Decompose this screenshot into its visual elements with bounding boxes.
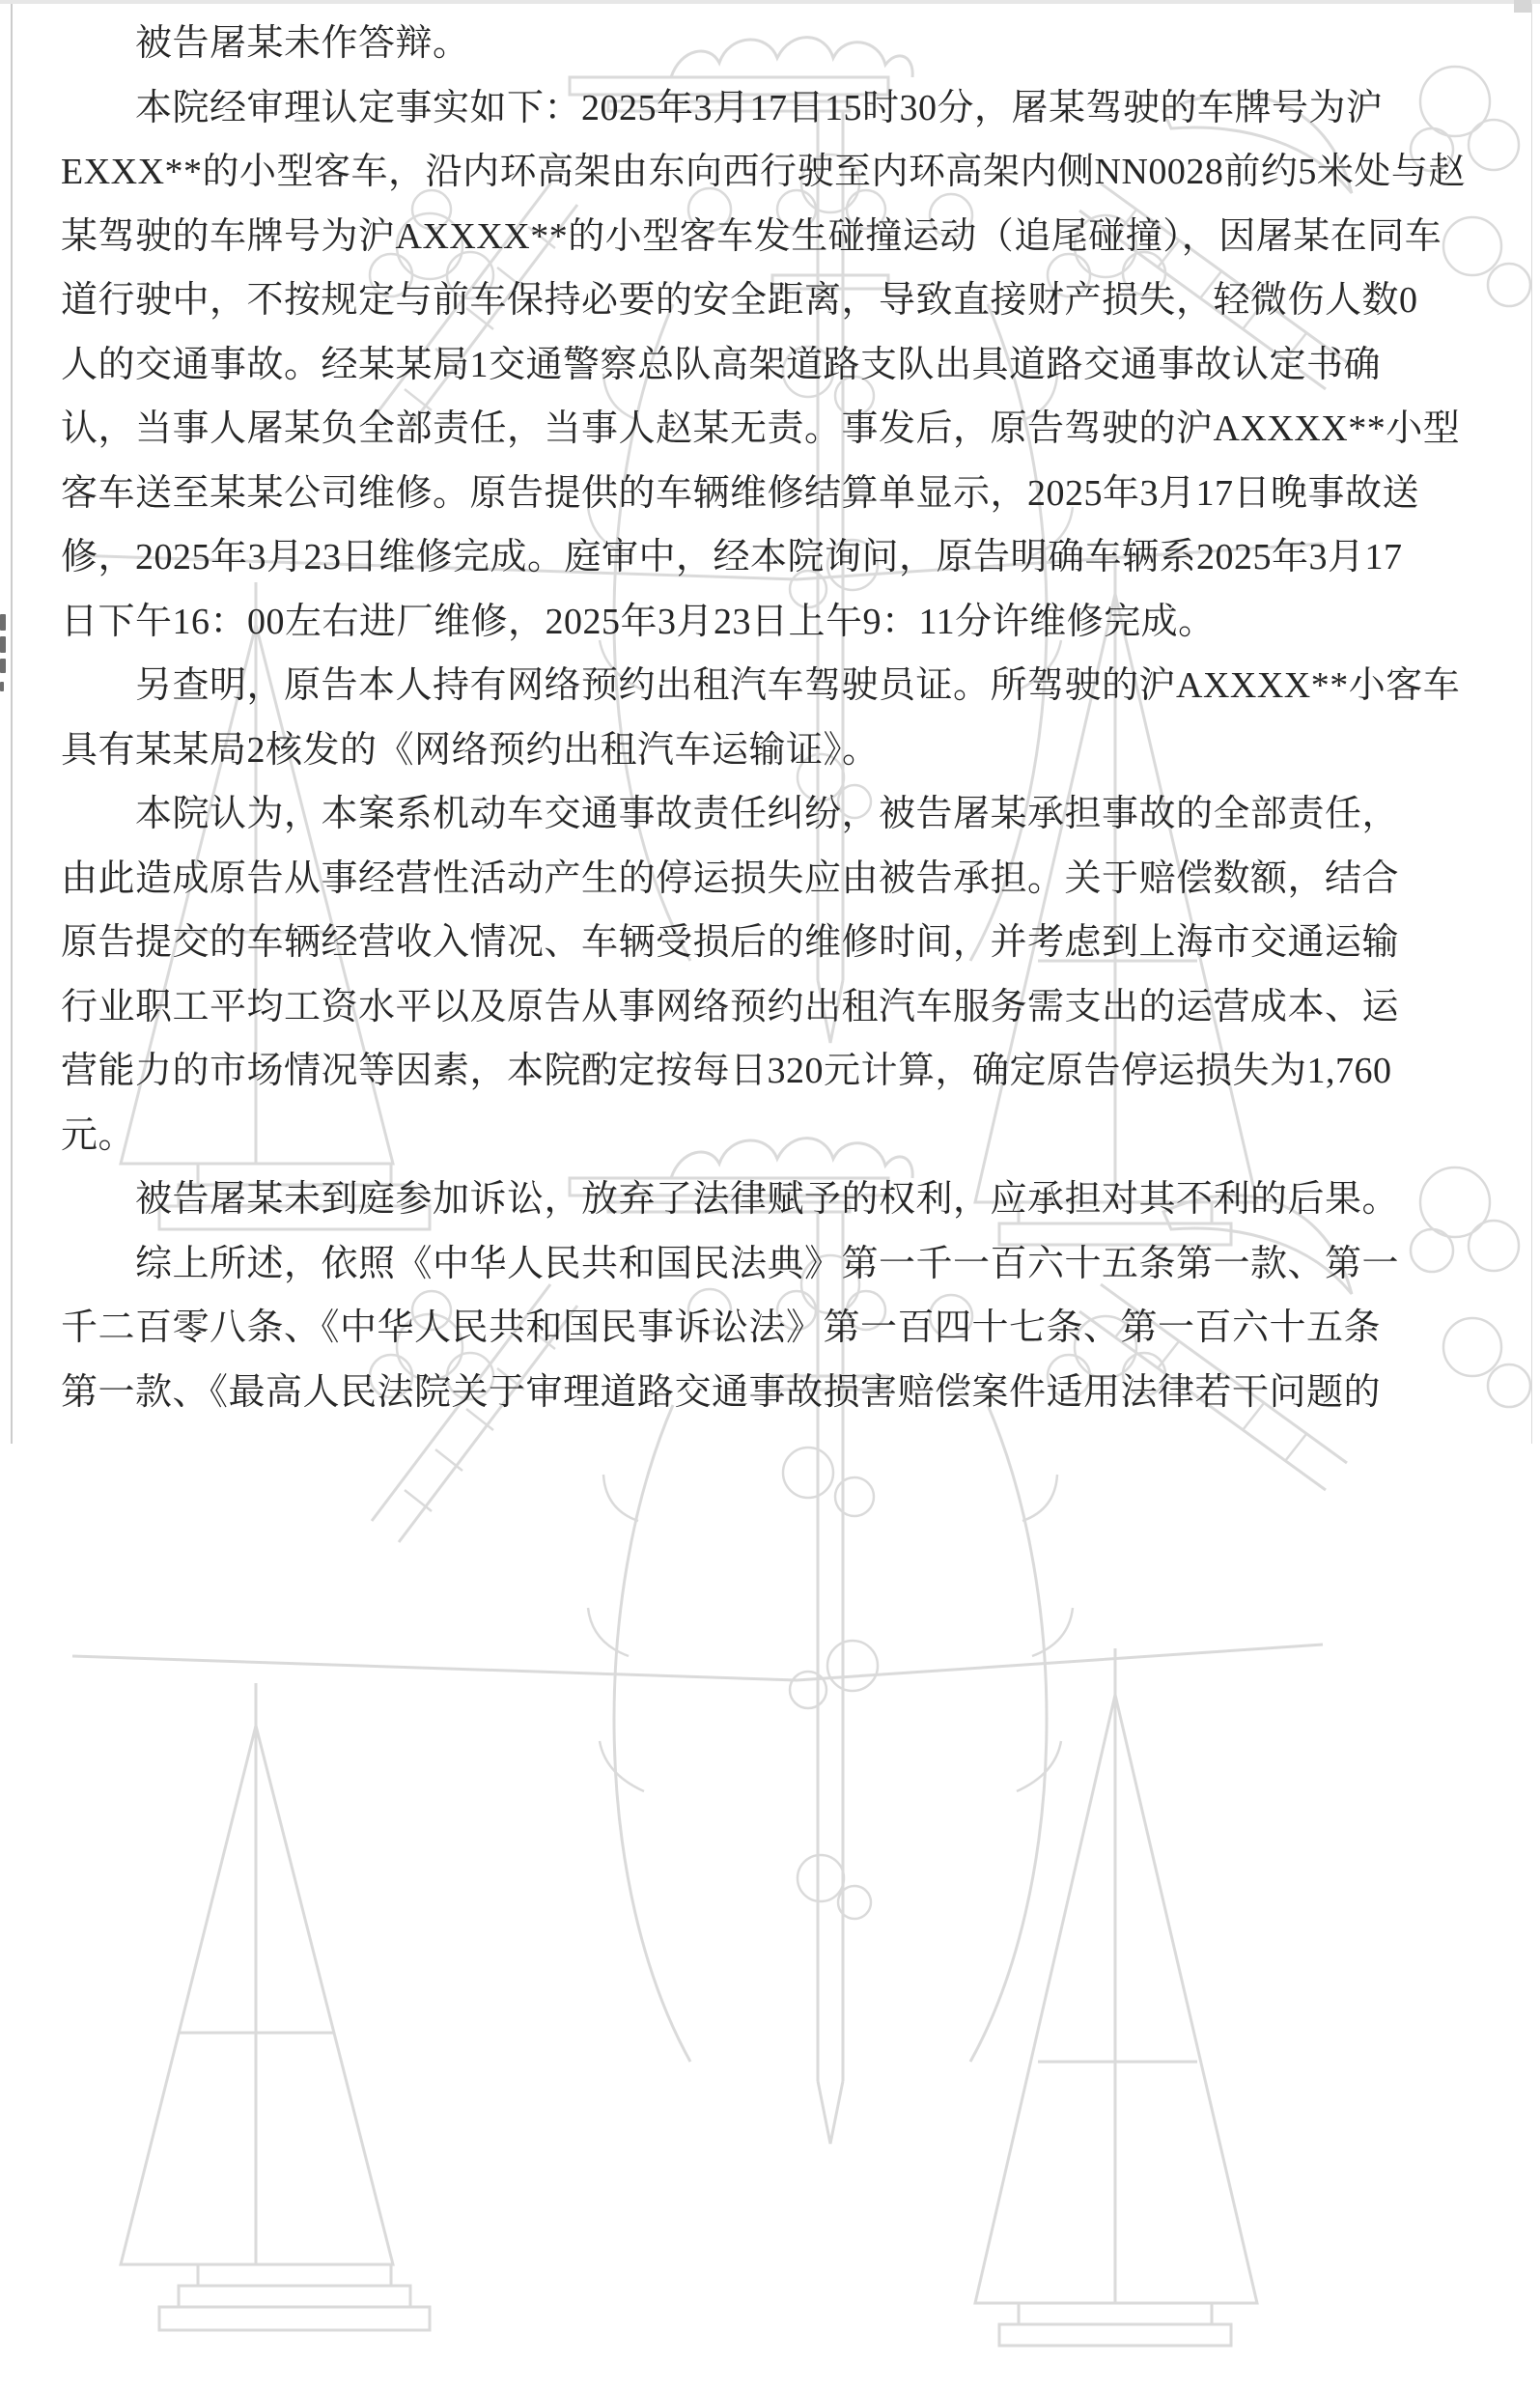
text-line: EXXX**的小型客车，沿内环高架由东向西行驶至内环高架内侧NN0028前约5米处与赵 — [61, 152, 1466, 192]
text-line: 修，2025年3月23日维修完成。庭审中，经本院询问，原告明确车辆系2025年3月17 — [61, 537, 1403, 577]
cut-text-fragment — [0, 614, 6, 631]
text-line: 本院认为，本案系机动车交通事故责任纠纷，被告屠某承担事故的全部责任， — [135, 794, 1400, 834]
text-line: 另查明，原告本人持有网络预约出租汽车驾驶员证。所驾驶的沪AXXXX**小客车 — [135, 665, 1461, 706]
text-line: 第一款、《最高人民法院关于审理道路交通事故损害赔偿案件适用法律若干问题的 — [61, 1371, 1382, 1413]
text-line: 由此造成原告从事经营性活动产生的停运损失应由被告承担。关于赔偿数额，结合 — [61, 858, 1400, 899]
text-line: 某驾驶的车牌号为沪AXXXX**的小型客车发生碰撞运动（追尾碰撞），因屠某在同车 — [61, 215, 1442, 257]
text-line: 被告屠某未到庭参加诉讼，放弃了法律赋予的权利，应承担对其不利的后果。 — [135, 1179, 1400, 1220]
cut-text-fragment — [0, 659, 6, 673]
text-line: 千二百零八条、《中华人民共和国民事诉讼法》第一百四十七条、第一百六十五条 — [61, 1307, 1382, 1348]
page-right-edge-line — [1531, 0, 1532, 1444]
text-line: 元。 — [61, 1114, 136, 1156]
cut-text-fragment — [0, 682, 4, 691]
text-line: 人的交通事故。经某某局1交通警察总队高架道路支队出具道路交通事故认定书确 — [61, 344, 1382, 385]
text-line: 综上所述，依照《中华人民共和国民法典》第一千一百六十五条第一款、第一 — [135, 1243, 1400, 1284]
text-line: 行业职工平均工资水平以及原告从事网络预约出租汽车服务需支出的运营成本、运 — [61, 986, 1400, 1027]
text-line: 客车送至某某公司维修。原告提供的车辆维修结算单显示，2025年3月17日晚事故送 — [61, 472, 1420, 514]
text-line: 认，当事人屠某负全部责任，当事人赵某无责。事发后，原告驾驶的沪AXXXX**小型 — [61, 408, 1461, 449]
cut-text-fragment — [0, 636, 6, 653]
text-line: 具有某某局2核发的《网络预约出租汽车运输证》。 — [61, 729, 880, 771]
page-left-edge-line — [11, 0, 13, 1444]
text-line: 营能力的市场情况等因素，本院酌定按每日320元计算，确定原告停运损失为1,760 — [61, 1051, 1392, 1091]
page-corner-block — [1514, 0, 1531, 13]
page-top-strip — [0, 0, 1540, 4]
text-line: 被告屠某未作答辩。 — [135, 23, 470, 64]
text-line: 日下午16：00左右进厂维修，2025年3月23日上午9：11分许维修完成。 — [61, 601, 1216, 642]
document-lines — [0, 12, 1540, 1424]
text-line: 本院经审理认定事实如下：2025年3月17日15时30分，屠某驾驶的车牌号为沪 — [135, 87, 1384, 128]
text-line: 原告提交的车辆经营收入情况、车辆受损后的维修时间，并考虑到上海市交通运输 — [61, 922, 1400, 963]
text-line: 道行驶中，不按规定与前车保持必要的安全距离，导致直接财产损失，轻微伤人数0 — [61, 280, 1418, 321]
